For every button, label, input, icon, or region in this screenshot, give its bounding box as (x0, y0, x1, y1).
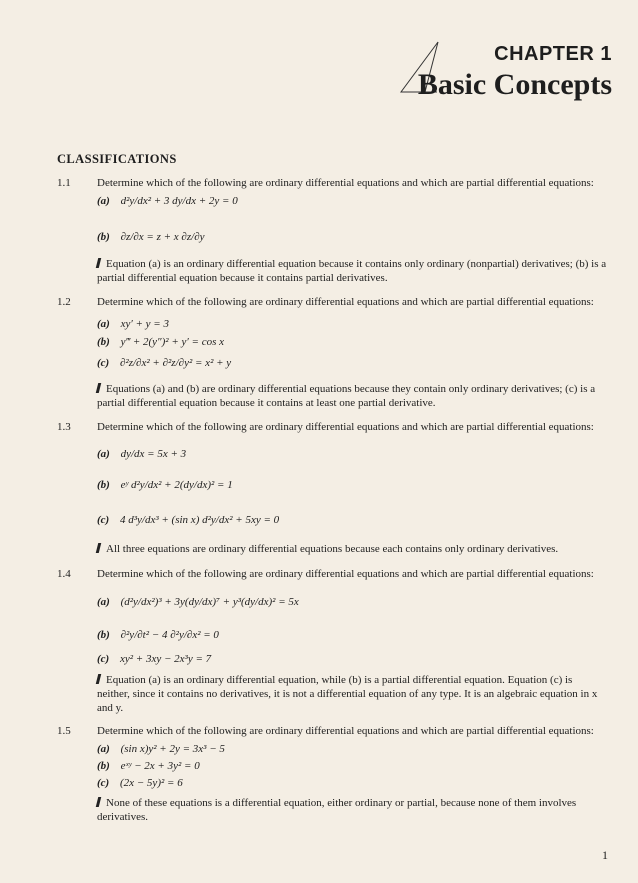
problem-question: Determine which of the following are ordinary differential equations and which are partial differential equations: (97, 296, 594, 308)
answer-marker-icon (96, 383, 101, 393)
equation: (sin x)y² + 2y = 3x³ − 5 (120, 743, 225, 755)
equation-part (97, 653, 211, 665)
answer-marker-icon (96, 674, 101, 684)
problem-question: Determine which of the following are ordinary differential equations and which are partial differential equations: (97, 568, 594, 580)
page-number: 1 (602, 848, 608, 862)
equation: ∂²z/∂x² + ∂²z/∂y² = x² + y (119, 357, 232, 369)
equation-part (97, 195, 238, 207)
answer-marker-icon (96, 797, 101, 807)
equation: xy′ + y = 3 (120, 318, 169, 330)
equation-part (97, 231, 205, 243)
equation-part (97, 760, 200, 772)
problem-number: 1.3 (57, 421, 71, 433)
part-label: (a) (97, 596, 110, 608)
equation: y‴ + 2(y″)² + y′ = cos x (120, 336, 225, 348)
problem-question: Determine which of the following are ordinary differential equations and which are partial differential equations: (97, 725, 594, 737)
answer: Equation (a) is an ordinary differential equation, while (b) is a partial differential equation. Equation (c) is neither, since it contains no derivatives, it is not a differential equation of any type. It is an algebraic equation in x and y. (97, 674, 598, 714)
equation: (d²y/dx²)³ + 3y(dy/dx)⁷ + y³(dy/dx)² = 5x (120, 596, 299, 608)
part-label: (b) (97, 760, 110, 772)
part-label: (b) (97, 629, 110, 641)
equation: eˣʸ − 2x + 3y² = 0 (120, 760, 200, 772)
part-label: (b) (97, 231, 110, 243)
equation-part (97, 514, 279, 526)
answer: Equation (a) is an ordinary differential equation because it contains only ordinary (nonpartial) derivatives; (b) is a partial differential equation because it contains partial derivatives. (97, 258, 607, 284)
answer: None of these equations is a differential equation, either ordinary or partial, because none of them involves derivatives. (97, 797, 577, 823)
equation-part (97, 448, 186, 460)
part-label: (a) (97, 743, 110, 755)
equation-part (97, 596, 299, 608)
equation-part (97, 743, 225, 755)
problem-question: Determine which of the following are ordinary differential equations and which are partial differential equations: (97, 421, 594, 433)
equation-part (97, 336, 224, 348)
problem-number: 1.5 (57, 725, 71, 737)
equation-part (97, 357, 231, 369)
equation-part (97, 479, 233, 491)
equation: xy² + 3xy − 2x³y = 7 (119, 653, 212, 665)
part-label: (c) (97, 357, 110, 369)
equation: (2x − 5y)² = 6 (119, 777, 183, 789)
part-label: (c) (97, 777, 110, 789)
equation: ∂z/∂x = z + x ∂z/∂y (120, 231, 205, 243)
answer-marker-icon (96, 543, 101, 553)
equation: ∂²y/∂t² − 4 ∂²y/∂x² = 0 (120, 629, 219, 641)
equation: eʸ d²y/dx² + 2(dy/dx)² = 1 (120, 479, 233, 491)
problem-number: 1.4 (57, 568, 71, 580)
equation: d²y/dx² + 3 dy/dx + 2y = 0 (120, 195, 238, 207)
part-label: (b) (97, 479, 110, 491)
part-label: (c) (97, 653, 110, 665)
equation-part (97, 318, 169, 330)
part-label: (c) (97, 514, 110, 526)
section-heading: CLASSIFICATIONS (57, 152, 177, 166)
answer-marker-icon (96, 258, 101, 268)
equation: 4 d³y/dx³ + (sin x) d²y/dx² + 5xy = 0 (119, 514, 280, 526)
part-label: (a) (97, 195, 110, 207)
equation: dy/dx = 5x + 3 (120, 448, 187, 460)
part-label: (a) (97, 318, 110, 330)
chapter-title: Basic Concepts (417, 68, 612, 101)
answer: All three equations are ordinary differential equations because each contains only ordinary derivatives. (97, 542, 607, 556)
problem-question: Determine which of the following are ordinary differential equations and which are partial differential equations: (97, 177, 594, 189)
equation-part (97, 777, 183, 789)
answer: Equations (a) and (b) are ordinary differential equations because they contain only ordinary derivatives; (c) is a partial differential equation because it contains at least one partial derivative. (97, 383, 596, 409)
part-label: (b) (97, 336, 110, 348)
problem-number: 1.1 (57, 177, 71, 189)
problem-number: 1.2 (57, 296, 71, 308)
part-label: (a) (97, 448, 110, 460)
chapter-label: CHAPTER 1 (494, 43, 612, 65)
equation-part (97, 629, 219, 641)
